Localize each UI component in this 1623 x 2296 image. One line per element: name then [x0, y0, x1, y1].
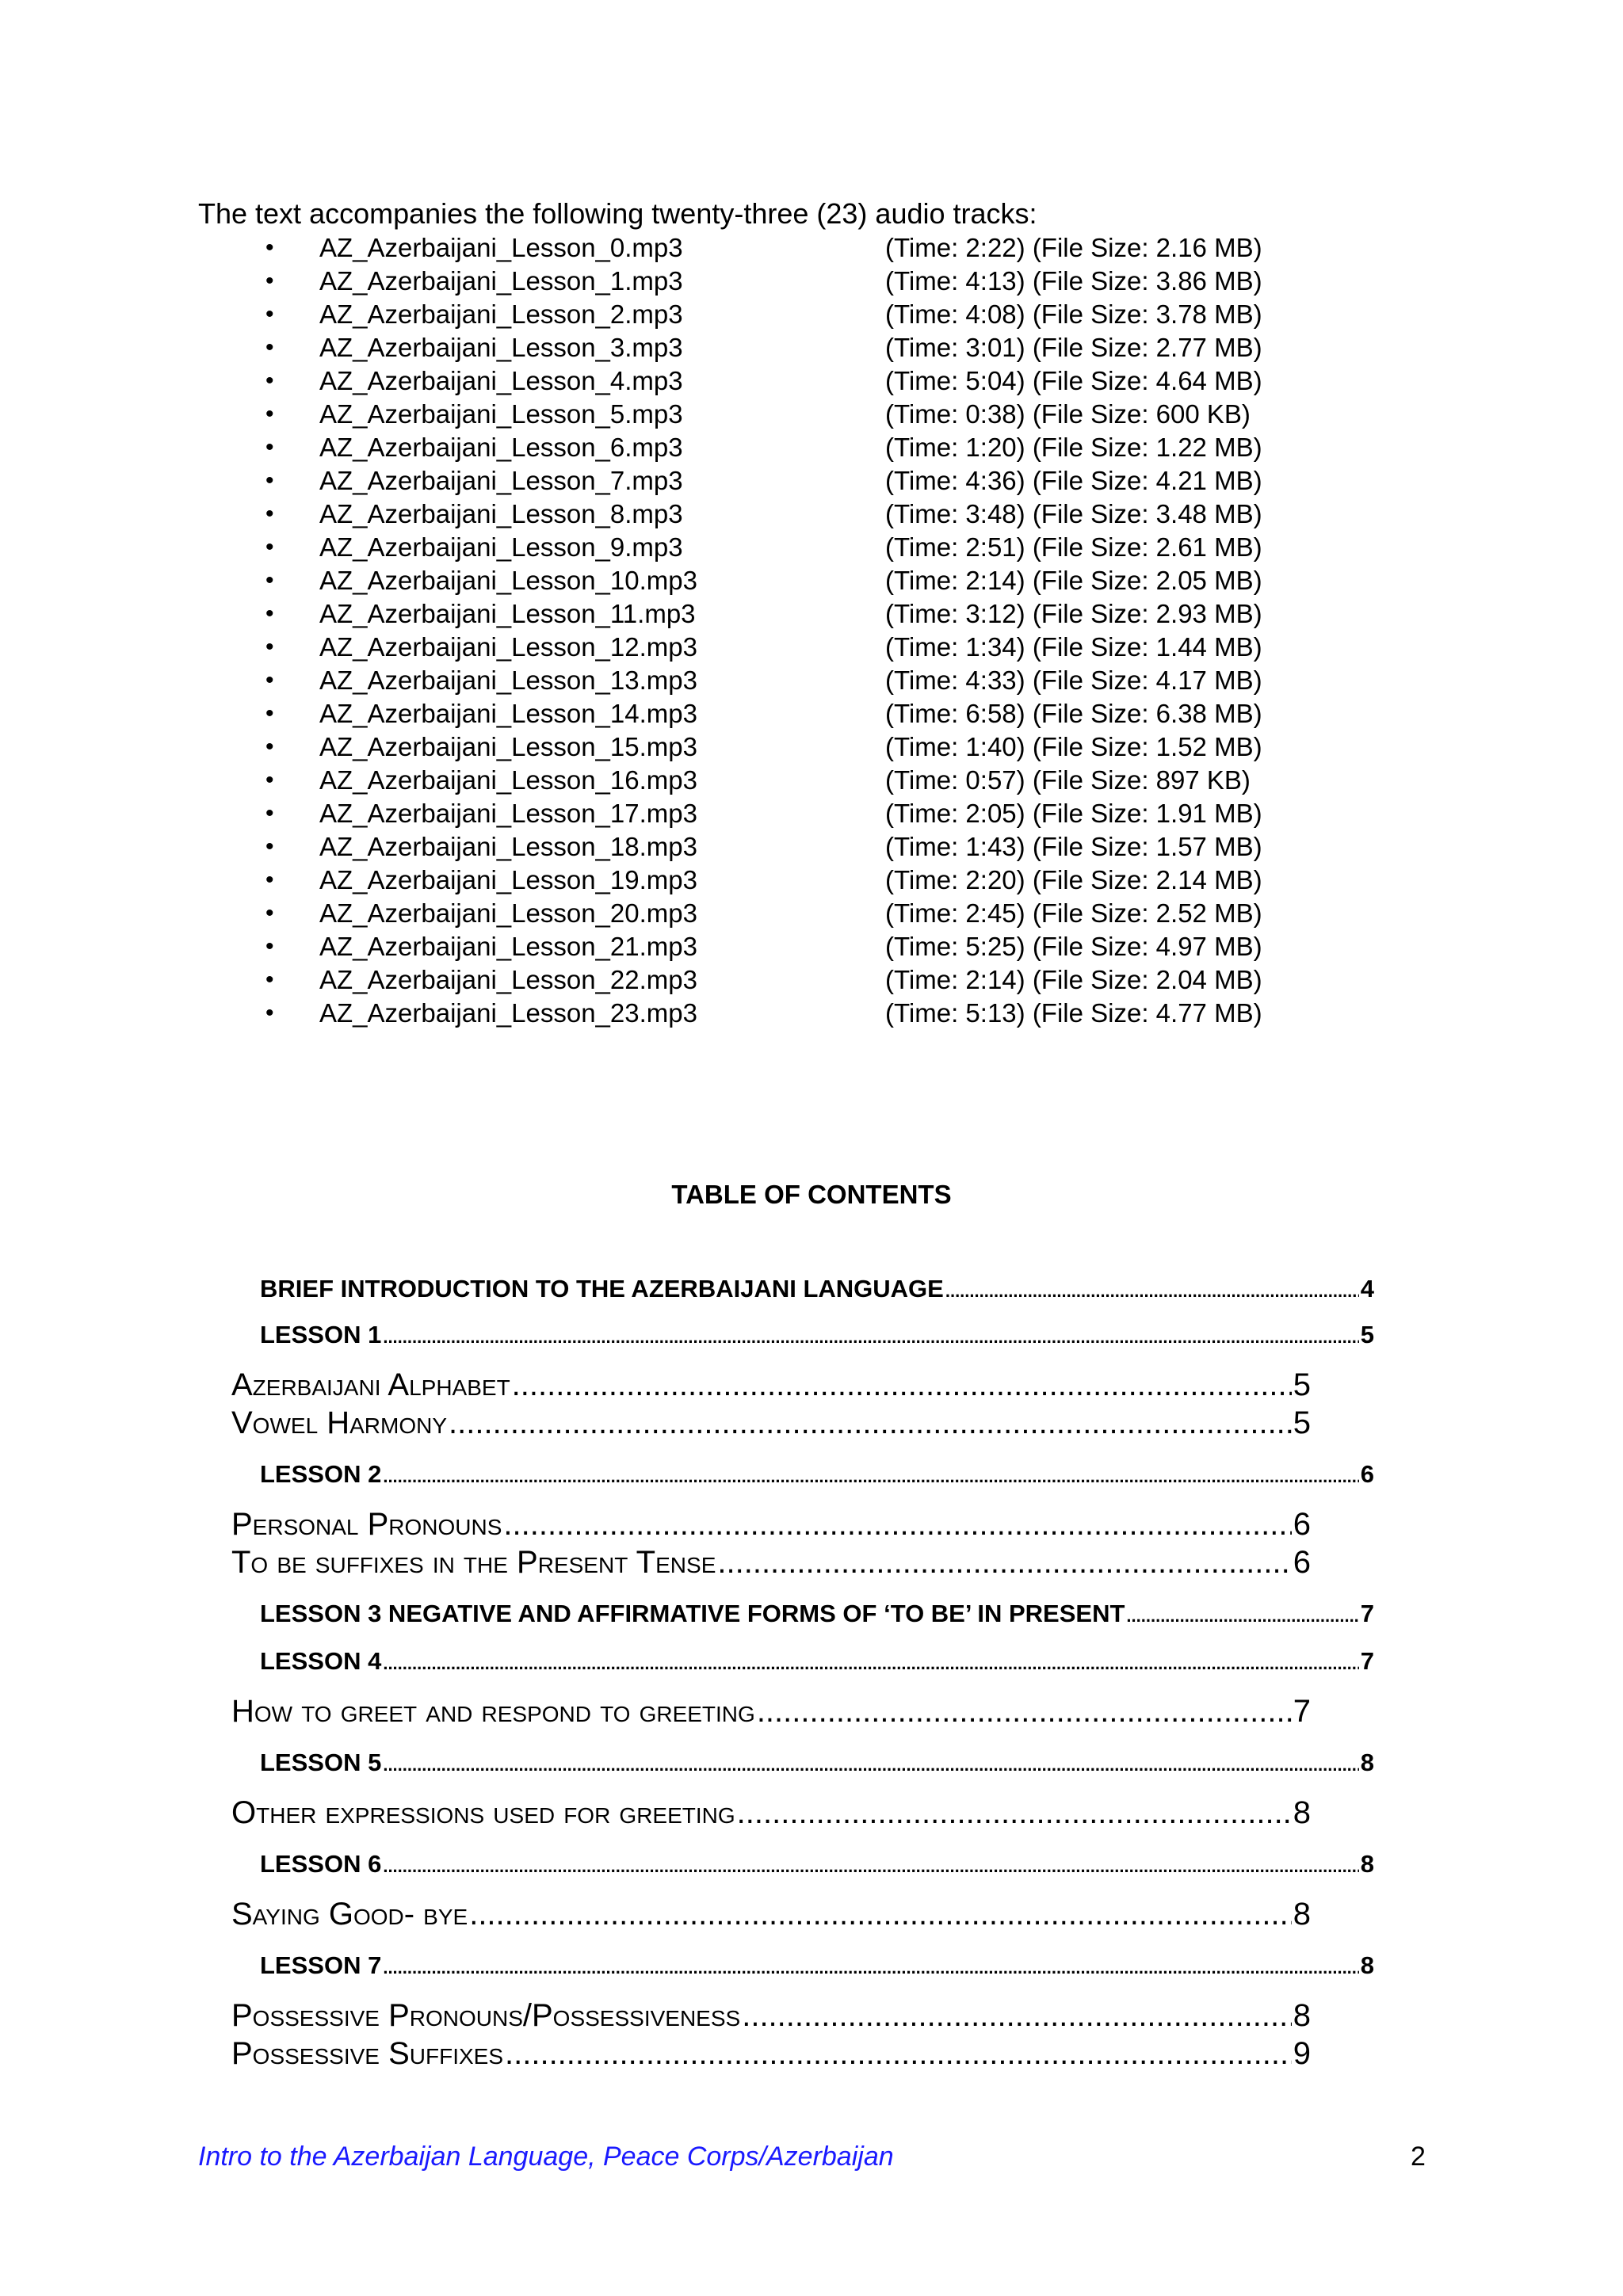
track-filename: AZ_Azerbaijani_Lesson_1.mp3 — [319, 266, 683, 296]
toc-page-number: 8 — [1360, 1951, 1374, 1979]
dot-leader — [1126, 1596, 1358, 1632]
toc-page-number: 6 — [1360, 1460, 1374, 1488]
list-item — [265, 797, 1375, 830]
track-filename: AZ_Azerbaijani_Lesson_7.mp3 — [319, 466, 683, 495]
toc-entry-label: LESSON 3 NEGATIVE AND AFFIRMATIVE FORMS OF ‘TO BE’ IN PRESENT — [260, 1600, 1125, 1627]
bullet-icon: • — [265, 301, 274, 327]
track-info: (Time: 2:45) (File Size: 2.52 MB) — [885, 898, 1262, 928]
toc-page-number: 7 — [1360, 1600, 1374, 1627]
track-filename: AZ_Azerbaijani_Lesson_22.mp3 — [319, 965, 697, 994]
bullet-icon: • — [265, 634, 274, 660]
list-item — [265, 298, 1375, 331]
toc-page-number: 5 — [1293, 1405, 1311, 1440]
toc-entry-label: LESSON 1 — [260, 1321, 382, 1348]
intro-paragraph: The text accompanies the following twenty-three (23) audio tracks: — [198, 197, 1037, 230]
bullet-icon: • — [265, 767, 274, 793]
toc-entry-brief-introduction[interactable] — [260, 1271, 1374, 1307]
track-filename: AZ_Azerbaijani_Lesson_12.mp3 — [319, 632, 697, 662]
footer-title: Intro to the Azerbaijan Language, Peace Corps/Azerbaijan — [198, 2142, 894, 2172]
track-info: (Time: 5:13) (File Size: 4.77 MB) — [885, 998, 1262, 1028]
list-item — [265, 364, 1375, 398]
track-info: (Time: 3:48) (File Size: 3.48 MB) — [885, 499, 1262, 528]
dot-leader — [383, 1745, 1358, 1781]
toc-page-number: 7 — [1360, 1647, 1374, 1675]
dot-leader — [383, 1846, 1358, 1882]
bullet-icon: • — [265, 501, 274, 527]
toc-entry-lesson-4[interactable] — [260, 1643, 1374, 1680]
toc-page-number: 8 — [1293, 1795, 1311, 1830]
toc-entry-label: LESSON 6 — [260, 1850, 382, 1878]
track-filename: AZ_Azerbaijani_Lesson_3.mp3 — [319, 333, 683, 362]
dot-leader — [742, 1997, 1292, 2035]
track-filename: AZ_Azerbaijani_Lesson_6.mp3 — [319, 433, 683, 462]
list-item — [265, 963, 1375, 997]
list-item — [265, 697, 1375, 730]
track-filename: AZ_Azerbaijani_Lesson_16.mp3 — [319, 765, 697, 795]
bullet-icon: • — [265, 334, 274, 360]
track-info: (Time: 2:14) (File Size: 2.04 MB) — [885, 965, 1262, 994]
list-item — [265, 531, 1375, 564]
track-filename: AZ_Azerbaijani_Lesson_20.mp3 — [319, 898, 697, 928]
track-info: (Time: 0:38) (File Size: 600 KB) — [885, 399, 1251, 429]
footer-page-number: 2 — [1411, 2142, 1426, 2172]
bullet-icon: • — [265, 467, 274, 494]
bullet-icon: • — [265, 567, 274, 593]
track-info: (Time: 0:57) (File Size: 897 KB) — [885, 765, 1251, 795]
toc-entry-saying-good-bye[interactable] — [231, 1895, 1311, 1933]
toc-heading: TABLE OF CONTENTS — [671, 1180, 952, 1209]
track-info: (Time: 1:40) (File Size: 1.52 MB) — [885, 732, 1262, 761]
bullet-icon: • — [265, 534, 274, 560]
toc-entry-label: How to greet and respond to greeting — [231, 1694, 755, 1729]
toc-page-number: 8 — [1360, 1850, 1374, 1878]
list-item — [265, 864, 1375, 897]
toc-page-number: 5 — [1360, 1321, 1374, 1348]
toc-page-number: 6 — [1293, 1545, 1311, 1580]
toc-entry-lesson-7[interactable] — [260, 1947, 1374, 1984]
track-filename: AZ_Azerbaijani_Lesson_5.mp3 — [319, 399, 683, 429]
bullet-icon: • — [265, 700, 274, 727]
list-item — [265, 265, 1375, 298]
track-filename: AZ_Azerbaijani_Lesson_19.mp3 — [319, 865, 697, 894]
track-info: (Time: 4:13) (File Size: 3.86 MB) — [885, 266, 1262, 296]
list-item — [265, 597, 1375, 631]
toc-entry-lesson-3[interactable] — [260, 1596, 1374, 1632]
toc-entry-label: Possessive Suffixes — [231, 2036, 503, 2071]
list-item — [265, 764, 1375, 797]
toc-entry-possessive-pronouns[interactable] — [231, 1997, 1311, 2035]
toc-entry-possessive-suffixes[interactable] — [231, 2035, 1311, 2073]
bullet-icon: • — [265, 833, 274, 860]
track-filename: AZ_Azerbaijani_Lesson_23.mp3 — [319, 998, 697, 1028]
list-item — [265, 498, 1375, 531]
track-filename: AZ_Azerbaijani_Lesson_15.mp3 — [319, 732, 697, 761]
dot-leader — [383, 1456, 1358, 1493]
toc-page-number: 7 — [1293, 1694, 1311, 1729]
track-filename: AZ_Azerbaijani_Lesson_11.mp3 — [319, 599, 696, 628]
bullet-icon: • — [265, 967, 274, 993]
track-filename: AZ_Azerbaijani_Lesson_8.mp3 — [319, 499, 683, 528]
track-filename: AZ_Azerbaijani_Lesson_13.mp3 — [319, 666, 697, 695]
track-filename: AZ_Azerbaijani_Lesson_17.mp3 — [319, 799, 697, 828]
toc-page-number: 8 — [1293, 1998, 1311, 2033]
track-info: (Time: 2:20) (File Size: 2.14 MB) — [885, 865, 1262, 894]
track-filename: AZ_Azerbaijani_Lesson_10.mp3 — [319, 566, 697, 595]
track-info: (Time: 1:34) (File Size: 1.44 MB) — [885, 632, 1262, 662]
bullet-icon: • — [265, 401, 274, 427]
track-info: (Time: 2:22) (File Size: 2.16 MB) — [885, 233, 1262, 262]
track-info: (Time: 3:12) (File Size: 2.93 MB) — [885, 599, 1262, 628]
track-filename: AZ_Azerbaijani_Lesson_14.mp3 — [319, 699, 697, 728]
toc-entry-label: BRIEF INTRODUCTION TO THE AZERBAIJANI LANGUAGE — [260, 1275, 944, 1302]
track-info: (Time: 1:43) (File Size: 1.57 MB) — [885, 832, 1262, 861]
dot-leader — [737, 1794, 1292, 1832]
toc-entry-label: Other expressions used for greeting — [231, 1795, 735, 1830]
track-info: (Time: 5:25) (File Size: 4.97 MB) — [885, 932, 1262, 961]
toc-page-number: 8 — [1360, 1749, 1374, 1776]
toc-entry-label: LESSON 5 — [260, 1749, 382, 1776]
bullet-icon: • — [265, 867, 274, 893]
toc-entry-other-expressions[interactable] — [231, 1794, 1311, 1832]
dot-leader — [503, 1505, 1291, 1543]
toc-entry-lesson-6[interactable] — [260, 1846, 1374, 1882]
track-filename: AZ_Azerbaijani_Lesson_0.mp3 — [319, 233, 683, 262]
track-filename: AZ_Azerbaijani_Lesson_4.mp3 — [319, 366, 683, 395]
toc-entry-label: Vowel Harmony — [231, 1405, 448, 1440]
dot-leader — [449, 1404, 1292, 1442]
dot-leader — [383, 1643, 1358, 1680]
toc-entry-vowel-harmony[interactable] — [231, 1404, 1311, 1442]
bullet-icon: • — [265, 667, 274, 693]
list-item — [265, 930, 1375, 963]
toc-entry-label: Possessive Pronouns/Possessiveness — [231, 1998, 741, 2033]
bullet-icon: • — [265, 434, 274, 460]
audio-track-list — [265, 231, 1375, 1030]
list-item — [265, 997, 1375, 1030]
bullet-icon: • — [265, 1000, 274, 1026]
toc-page-number: 4 — [1360, 1275, 1374, 1302]
list-item — [265, 431, 1375, 464]
toc-entry-lesson-2[interactable] — [260, 1456, 1374, 1493]
track-filename: AZ_Azerbaijani_Lesson_18.mp3 — [319, 832, 697, 861]
toc-entry-label: LESSON 2 — [260, 1460, 382, 1488]
dot-leader — [717, 1543, 1291, 1581]
toc-page-number: 9 — [1293, 2036, 1311, 2071]
track-info: (Time: 2:05) (File Size: 1.91 MB) — [885, 799, 1262, 828]
toc-entry-azerbaijani-alphabet[interactable] — [231, 1366, 1311, 1404]
dot-leader — [469, 1895, 1292, 1933]
list-item — [265, 897, 1375, 930]
track-filename: AZ_Azerbaijani_Lesson_2.mp3 — [319, 299, 683, 329]
track-info: (Time: 5:04) (File Size: 4.64 MB) — [885, 366, 1262, 395]
list-item — [265, 331, 1375, 364]
track-info: (Time: 4:36) (File Size: 4.21 MB) — [885, 466, 1262, 495]
dot-leader — [383, 1317, 1358, 1353]
list-item — [265, 464, 1375, 498]
list-item — [265, 564, 1375, 597]
track-info: (Time: 1:20) (File Size: 1.22 MB) — [885, 433, 1262, 462]
bullet-icon: • — [265, 235, 274, 261]
track-info: (Time: 2:51) (File Size: 2.61 MB) — [885, 532, 1262, 562]
dot-leader — [383, 1947, 1358, 1984]
bullet-icon: • — [265, 734, 274, 760]
toc-entry-label: LESSON 7 — [260, 1951, 382, 1979]
bullet-icon: • — [265, 368, 274, 394]
track-info: (Time: 4:33) (File Size: 4.17 MB) — [885, 666, 1262, 695]
bullet-icon: • — [265, 933, 274, 959]
toc-entry-label: Azerbaijani Alphabet — [231, 1367, 510, 1402]
dot-leader — [505, 2035, 1292, 2073]
list-item — [265, 830, 1375, 864]
list-item — [265, 231, 1375, 265]
track-filename: AZ_Azerbaijani_Lesson_21.mp3 — [319, 932, 697, 961]
dot-leader — [945, 1271, 1359, 1307]
list-item — [265, 631, 1375, 664]
list-item — [265, 398, 1375, 431]
dot-leader — [512, 1366, 1292, 1404]
toc-entry-label: Personal Pronouns — [231, 1507, 502, 1542]
dot-leader — [757, 1692, 1292, 1730]
toc-page-number: 5 — [1293, 1367, 1311, 1402]
toc-entry-label: To be suffixes in the Present Tense — [231, 1545, 716, 1580]
list-item — [265, 730, 1375, 764]
bullet-icon: • — [265, 900, 274, 926]
toc-entry-to-be-suffixes[interactable] — [231, 1543, 1311, 1581]
track-filename: AZ_Azerbaijani_Lesson_9.mp3 — [319, 532, 683, 562]
bullet-icon: • — [265, 800, 274, 826]
list-item — [265, 664, 1375, 697]
toc-entry-lesson-5[interactable] — [260, 1745, 1374, 1781]
toc-entry-label: Saying Good- bye — [231, 1897, 468, 1932]
toc-entry-personal-pronouns[interactable] — [231, 1505, 1311, 1543]
track-info: (Time: 3:01) (File Size: 2.77 MB) — [885, 333, 1262, 362]
track-info: (Time: 2:14) (File Size: 2.05 MB) — [885, 566, 1262, 595]
toc-entry-lesson-1[interactable] — [260, 1317, 1374, 1353]
toc-page-number: 6 — [1293, 1507, 1311, 1542]
track-info: (Time: 4:08) (File Size: 3.78 MB) — [885, 299, 1262, 329]
toc-entry-label: LESSON 4 — [260, 1647, 382, 1675]
toc-page-number: 8 — [1293, 1897, 1311, 1932]
track-info: (Time: 6:58) (File Size: 6.38 MB) — [885, 699, 1262, 728]
bullet-icon: • — [265, 601, 274, 627]
bullet-icon: • — [265, 268, 274, 294]
toc-entry-how-to-greet[interactable] — [231, 1692, 1311, 1730]
